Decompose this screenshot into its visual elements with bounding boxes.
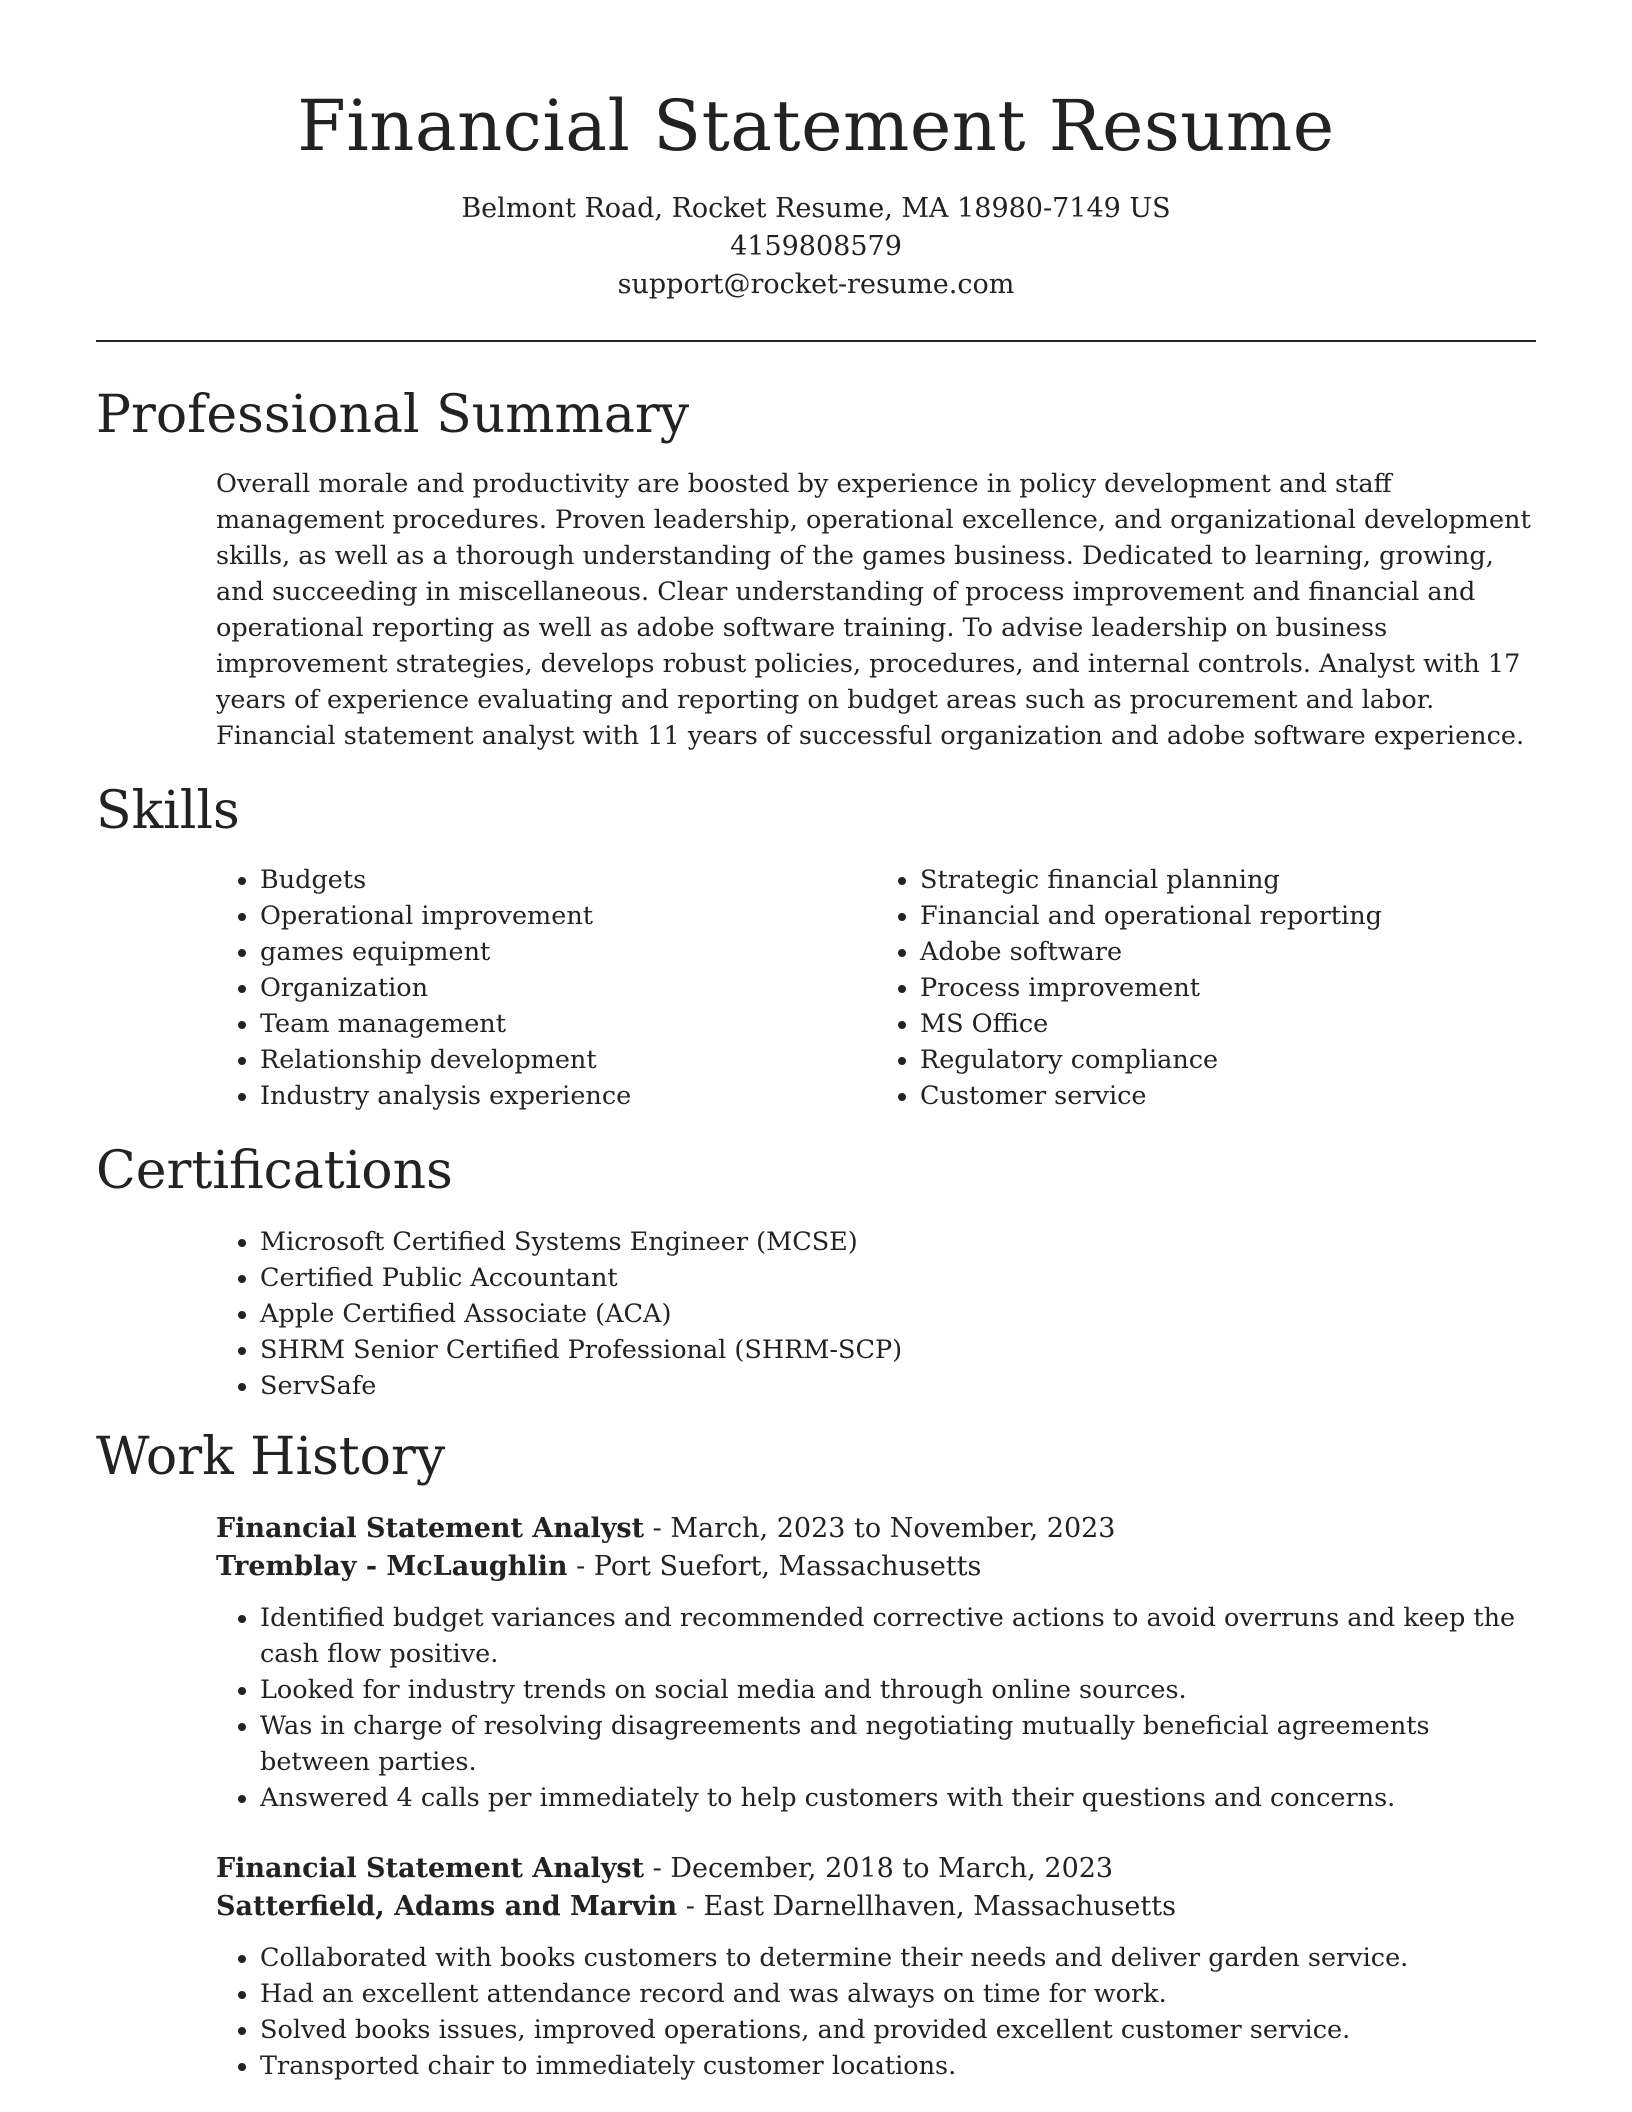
job-location: - Port Suefort, Massachusetts xyxy=(567,1551,982,1582)
skill-item: • Operational improvement xyxy=(260,898,876,934)
skill-item: • Regulatory compliance xyxy=(920,1042,1536,1078)
resume-header xyxy=(96,0,1536,304)
skill-item: • Team management xyxy=(260,1006,876,1042)
skill-item: • Industry analysis experience xyxy=(260,1078,876,1114)
job-title-line xyxy=(216,1510,1536,1548)
certification-item: • SHRM Senior Certified Professional (SHRM-SCP) xyxy=(260,1332,1536,1368)
skill-item: • Process improvement xyxy=(920,970,1536,1006)
certification-item: • Certified Public Accountant xyxy=(260,1260,1536,1296)
skills-columns xyxy=(216,862,1536,1114)
certification-item: • Microsoft Certified Systems Engineer (MCSE) xyxy=(260,1224,1536,1260)
skills-list-left xyxy=(216,862,876,1114)
certification-item: • ServSafe xyxy=(260,1368,1536,1404)
skill-item: • Strategic financial planning xyxy=(920,862,1536,898)
skill-item: • MS Office xyxy=(920,1006,1536,1042)
skill-item: • Adobe software xyxy=(920,934,1536,970)
job-bullet-list xyxy=(216,1940,1536,2084)
job-title-line xyxy=(216,1850,1536,1888)
skill-item: • Budgets xyxy=(260,862,876,898)
job-role: Financial Statement Analyst xyxy=(216,1853,645,1884)
resume-page xyxy=(96,0,1536,2084)
job-company-line xyxy=(216,1548,1536,1586)
skill-item: • Financial and operational reporting xyxy=(920,898,1536,934)
job-bullet: • Transported chair to immediately customer locations. xyxy=(260,2048,1536,2084)
certifications-list xyxy=(216,1224,1536,1404)
job-bullet: • Identified budget variances and recommended corrective actions to avoid overruns and keep the cash flow positive. xyxy=(260,1600,1536,1672)
certifications-heading: Certifications xyxy=(96,1141,453,1201)
job-entry xyxy=(216,1510,1536,1816)
job-company-line xyxy=(216,1888,1536,1926)
certification-item: • Apple Certified Associate (ACA) xyxy=(260,1296,1536,1332)
job-bullet: • Collaborated with books customers to determine their needs and deliver garden service. xyxy=(260,1940,1536,1976)
email-text: support@rocket-resume.com xyxy=(617,269,1015,300)
skills-list-right xyxy=(876,862,1536,1114)
header-divider xyxy=(96,340,1536,342)
job-company: Tremblay - McLaughlin xyxy=(216,1551,568,1582)
skills-heading: Skills xyxy=(96,781,240,841)
job-entry xyxy=(216,1850,1536,2084)
resume-title: Financial Statement Resume xyxy=(297,85,1335,167)
job-bullet: • Was in charge of resolving disagreements and negotiating mutually beneficial agreements between parties. xyxy=(260,1708,1536,1780)
work-history-heading: Work History xyxy=(96,1427,446,1487)
skill-item: • Relationship development xyxy=(260,1042,876,1078)
job-bullet-list xyxy=(216,1600,1536,1816)
job-bullet: • Answered 4 calls per immediately to help customers with their questions and concerns. xyxy=(260,1780,1536,1816)
job-company: Satterfield, Adams and Marvin xyxy=(216,1891,678,1922)
skill-item: • games equipment xyxy=(260,934,876,970)
summary-heading: Professional Summary xyxy=(96,385,690,445)
phone-text: 4159808579 xyxy=(730,231,902,262)
job-role: Financial Statement Analyst xyxy=(216,1513,645,1544)
job-bullet: • Solved books issues, improved operations, and provided excellent customer service. xyxy=(260,2012,1536,2048)
skill-item: • Customer service xyxy=(920,1078,1536,1114)
job-bullet: • Looked for industry trends on social media and through online sources. xyxy=(260,1672,1536,1708)
address-text: Belmont Road, Rocket Resume, MA 18980-7149 US xyxy=(461,193,1171,224)
skill-item: • Organization xyxy=(260,970,876,1006)
summary-text: Overall morale and productivity are boosted by experience in policy development and staff management procedures. Proven leadership, operational excellence, and organizational development skills, as well as a thorough understanding of the games business. Dedicated to learning, growing, and succeeding in miscellaneous. Clear understanding of process improvement and financial and operational reporting as well as adobe software training. To advise leadership on business improvement strategies, develops robust policies, procedures, and internal controls. Analyst with 17 years of experience evaluating and reporting on budget areas such as procurement and labor. Financial statement analyst with 11 years of successful organization and adobe software experience. xyxy=(216,469,1531,751)
contact-block xyxy=(96,190,1536,304)
job-dates: - March, 2023 to November, 2023 xyxy=(644,1513,1116,1544)
job-location: - East Darnellhaven, Massachusetts xyxy=(677,1891,1176,1922)
job-dates: - December, 2018 to March, 2023 xyxy=(644,1853,1114,1884)
job-bullet: • Had an excellent attendance record and was always on time for work. xyxy=(260,1976,1536,2012)
